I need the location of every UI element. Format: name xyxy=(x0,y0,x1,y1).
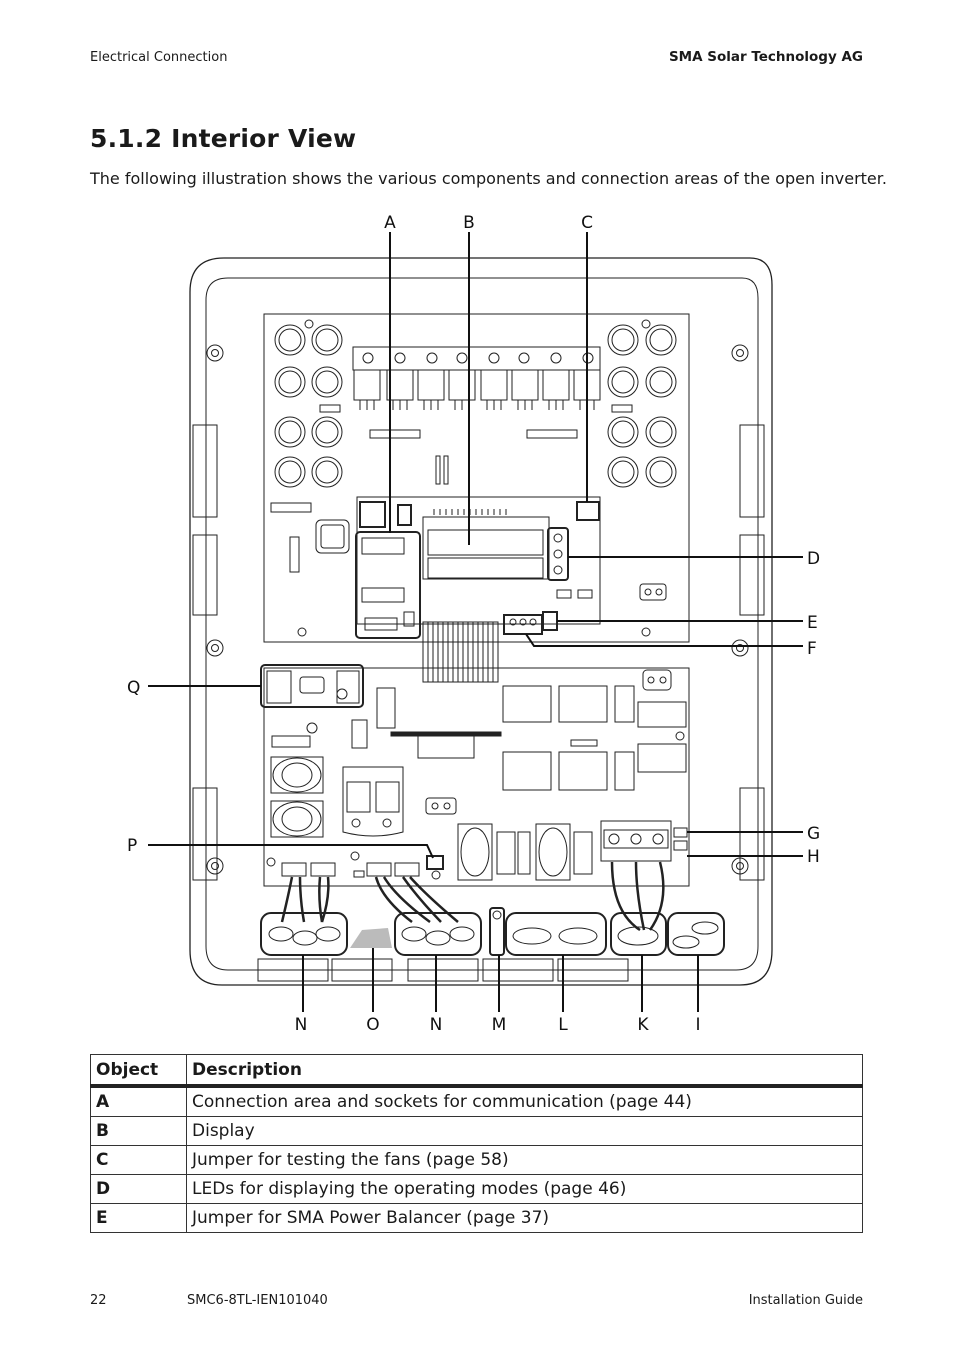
display-module xyxy=(423,517,549,579)
coil-2 xyxy=(271,801,323,837)
status-leds-frame xyxy=(548,528,568,580)
table-row xyxy=(91,1117,863,1146)
capacitors-left xyxy=(275,325,342,487)
callout-h: H xyxy=(807,847,820,867)
upper-circuit-board xyxy=(264,314,689,642)
filler-plug xyxy=(350,928,392,948)
housing-screws xyxy=(207,345,748,874)
object-description: Jumper for testing the fans (page 58) xyxy=(187,1146,863,1175)
jumper-p xyxy=(427,856,443,869)
object-description-table xyxy=(90,1054,863,1233)
callout-k: K xyxy=(637,1015,649,1035)
object-description: Display xyxy=(187,1117,863,1146)
table-row xyxy=(91,1175,863,1204)
lower-circuit-board xyxy=(264,668,689,886)
callout-a: A xyxy=(384,213,396,233)
capacitors-right xyxy=(608,325,676,487)
header-section: Electrical Connection xyxy=(90,50,228,65)
callout-b: B xyxy=(463,213,475,233)
section-title: 5.1.2 Interior View xyxy=(90,124,357,153)
callout-n-1: N xyxy=(294,1015,308,1035)
ac-terminal xyxy=(601,821,671,861)
object-key: A xyxy=(91,1086,187,1117)
table-header-row xyxy=(91,1055,863,1087)
display-frame xyxy=(357,497,600,624)
callout-p: P xyxy=(127,836,138,856)
object-key: D xyxy=(91,1175,187,1204)
power-balancer-jumper xyxy=(543,612,557,630)
intro-paragraph: The following illustration shows the various components and connection areas of the open inverter. xyxy=(90,169,887,188)
object-description: LEDs for displaying the operating modes (page 46) xyxy=(187,1175,863,1204)
cable-gland-group-3 xyxy=(506,913,606,955)
coil-1 xyxy=(271,757,323,793)
fan-test-jumper xyxy=(577,502,599,520)
callout-d: D xyxy=(807,549,821,569)
object-description: Jumper for SMA Power Balancer (page 37) xyxy=(187,1204,863,1233)
callout-n-2: N xyxy=(429,1015,443,1035)
table-row xyxy=(91,1086,863,1117)
callout-i: I xyxy=(695,1015,701,1035)
table-row xyxy=(91,1204,863,1233)
document-type: Installation Guide xyxy=(748,1293,863,1308)
ribbon-cable xyxy=(423,622,498,682)
callout-e: E xyxy=(807,613,818,633)
callout-c: C xyxy=(581,213,593,233)
callout-l: L xyxy=(558,1015,568,1035)
column-header-object: Object xyxy=(91,1055,187,1087)
communication-area xyxy=(356,532,420,638)
document-id: SMC6-8TL-IEN101040 xyxy=(187,1293,328,1308)
callout-q: Q xyxy=(127,678,141,698)
inverter-interior-illustration xyxy=(90,205,864,1040)
coil-4 xyxy=(536,824,570,880)
header-company: SMA Solar Technology AG xyxy=(668,49,863,65)
column-header-description: Description xyxy=(187,1055,863,1087)
callout-f: F xyxy=(807,639,817,659)
table-row xyxy=(91,1146,863,1175)
callout-g: G xyxy=(807,824,821,844)
object-key: C xyxy=(91,1146,187,1175)
cable-gland-group-5 xyxy=(668,913,724,955)
object-description: Connection area and sockets for communication (page 44) xyxy=(187,1086,863,1117)
callout-o: O xyxy=(366,1015,380,1035)
object-key: E xyxy=(91,1204,187,1233)
object-key: B xyxy=(91,1117,187,1146)
cable-glands xyxy=(269,922,718,948)
page-number: 22 xyxy=(90,1293,107,1308)
callout-m: M xyxy=(491,1015,507,1035)
coil-3 xyxy=(458,824,492,880)
grounding-screw xyxy=(490,908,504,955)
